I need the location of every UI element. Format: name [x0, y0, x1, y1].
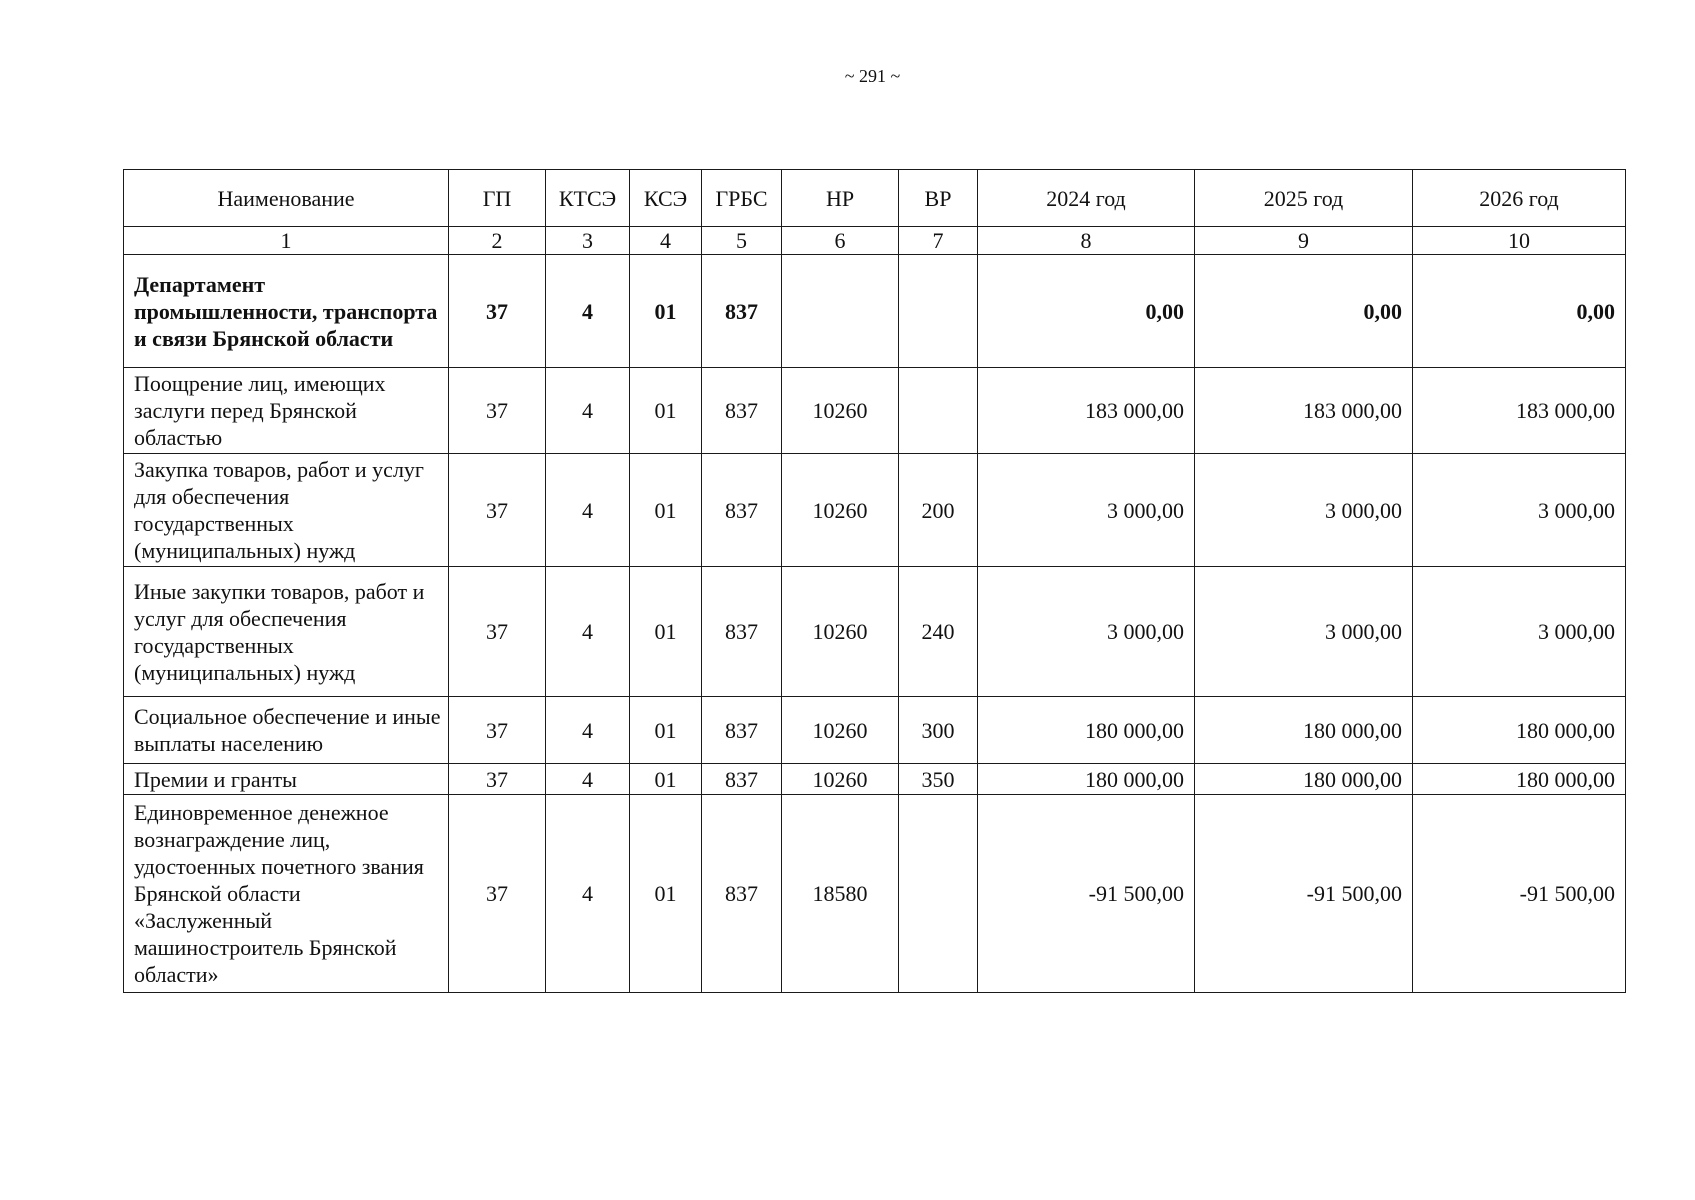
- table-row-department: [124, 255, 1626, 368]
- page-number: ~ 291 ~: [844, 66, 901, 86]
- cell-kse: 01: [630, 697, 702, 764]
- cell-2025: 3 000,00: [1195, 454, 1413, 567]
- column-number: 8: [978, 227, 1195, 255]
- header-row: [124, 170, 1626, 227]
- cell-grbs: 837: [702, 567, 782, 697]
- cell-vr: 300: [899, 697, 978, 764]
- column-number: 6: [782, 227, 899, 255]
- cell-nr: 10260: [782, 567, 899, 697]
- row-name: Премии и гранты: [124, 764, 449, 795]
- cell-gp: 37: [449, 567, 546, 697]
- cell-grbs: 837: [702, 697, 782, 764]
- column-number: 1: [124, 227, 449, 255]
- cell-2024: 0,00: [978, 255, 1195, 368]
- cell-2025: 180 000,00: [1195, 697, 1413, 764]
- cell-grbs: 837: [702, 454, 782, 567]
- cell-2026: 180 000,00: [1413, 764, 1626, 795]
- cell-kse: 01: [630, 764, 702, 795]
- header-vr: ВР: [899, 170, 978, 227]
- column-number: 5: [702, 227, 782, 255]
- cell-2025: -91 500,00: [1195, 795, 1413, 993]
- cell-2026: 180 000,00: [1413, 697, 1626, 764]
- table-row: [124, 454, 1626, 567]
- cell-2024: 180 000,00: [978, 697, 1195, 764]
- header-ktse: КТСЭ: [546, 170, 630, 227]
- budget-table: [123, 169, 1626, 993]
- cell-nr: [782, 255, 899, 368]
- cell-kse: 01: [630, 454, 702, 567]
- row-name: Департамент промышленности, транспорта и связи Брянской области: [124, 255, 449, 368]
- header-kse: КСЭ: [630, 170, 702, 227]
- cell-nr: 10260: [782, 697, 899, 764]
- cell-2026: 0,00: [1413, 255, 1626, 368]
- cell-vr: [899, 255, 978, 368]
- cell-2024: 180 000,00: [978, 764, 1195, 795]
- header-nr: НР: [782, 170, 899, 227]
- cell-ktse: 4: [546, 368, 630, 454]
- cell-2024: 3 000,00: [978, 567, 1195, 697]
- cell-gp: 37: [449, 255, 546, 368]
- column-number-row: [124, 227, 1626, 255]
- cell-kse: 01: [630, 368, 702, 454]
- column-number: 9: [1195, 227, 1413, 255]
- cell-ktse: 4: [546, 255, 630, 368]
- cell-2026: 3 000,00: [1413, 454, 1626, 567]
- cell-vr: [899, 795, 978, 993]
- header-gp: ГП: [449, 170, 546, 227]
- row-name: Социальное обеспечение и иные выплаты населению: [124, 697, 449, 764]
- cell-kse: 01: [630, 795, 702, 993]
- cell-kse: 01: [630, 567, 702, 697]
- cell-ktse: 4: [546, 795, 630, 993]
- header-2025: 2025 год: [1195, 170, 1413, 227]
- cell-nr: 10260: [782, 764, 899, 795]
- header-2024: 2024 год: [978, 170, 1195, 227]
- row-name: Иные закупки товаров, работ и услуг для обеспечения государственных (муниципальных) нужд: [124, 567, 449, 697]
- cell-2025: 3 000,00: [1195, 567, 1413, 697]
- cell-vr: 240: [899, 567, 978, 697]
- header-name: Наименование: [124, 170, 449, 227]
- cell-2025: 180 000,00: [1195, 764, 1413, 795]
- column-number: 4: [630, 227, 702, 255]
- cell-grbs: 837: [702, 255, 782, 368]
- cell-ktse: 4: [546, 567, 630, 697]
- column-number: 10: [1413, 227, 1626, 255]
- budget-table-container: [123, 169, 1626, 993]
- cell-gp: 37: [449, 697, 546, 764]
- table-row: [124, 795, 1626, 993]
- cell-ktse: 4: [546, 454, 630, 567]
- table-row: [124, 764, 1626, 795]
- cell-ktse: 4: [546, 764, 630, 795]
- cell-2026: 3 000,00: [1413, 567, 1626, 697]
- cell-nr: 10260: [782, 454, 899, 567]
- table-row: [124, 697, 1626, 764]
- cell-2024: -91 500,00: [978, 795, 1195, 993]
- header-2026: 2026 год: [1413, 170, 1626, 227]
- column-number: 2: [449, 227, 546, 255]
- cell-vr: 350: [899, 764, 978, 795]
- cell-gp: 37: [449, 795, 546, 993]
- cell-grbs: 837: [702, 368, 782, 454]
- cell-2024: 3 000,00: [978, 454, 1195, 567]
- cell-nr: 18580: [782, 795, 899, 993]
- cell-vr: 200: [899, 454, 978, 567]
- column-number: 3: [546, 227, 630, 255]
- cell-2026: 183 000,00: [1413, 368, 1626, 454]
- table-row: [124, 368, 1626, 454]
- cell-2025: 183 000,00: [1195, 368, 1413, 454]
- row-name: Единовременное денежное вознаграждение лиц, удостоенных почетного звания Брянской области «Заслуженный машиностроитель Брянской области»: [124, 795, 449, 993]
- cell-gp: 37: [449, 368, 546, 454]
- cell-2026: -91 500,00: [1413, 795, 1626, 993]
- cell-ktse: 4: [546, 697, 630, 764]
- header-grbs: ГРБС: [702, 170, 782, 227]
- table-row: [124, 567, 1626, 697]
- cell-gp: 37: [449, 454, 546, 567]
- cell-grbs: 837: [702, 764, 782, 795]
- cell-vr: [899, 368, 978, 454]
- cell-gp: 37: [449, 764, 546, 795]
- cell-grbs: 837: [702, 795, 782, 993]
- cell-nr: 10260: [782, 368, 899, 454]
- cell-kse: 01: [630, 255, 702, 368]
- column-number: 7: [899, 227, 978, 255]
- row-name: Поощрение лиц, имеющих заслуги перед Брянской областью: [124, 368, 449, 454]
- cell-2025: 0,00: [1195, 255, 1413, 368]
- cell-2024: 183 000,00: [978, 368, 1195, 454]
- row-name: Закупка товаров, работ и услуг для обеспечения государственных (муниципальных) нужд: [124, 454, 449, 567]
